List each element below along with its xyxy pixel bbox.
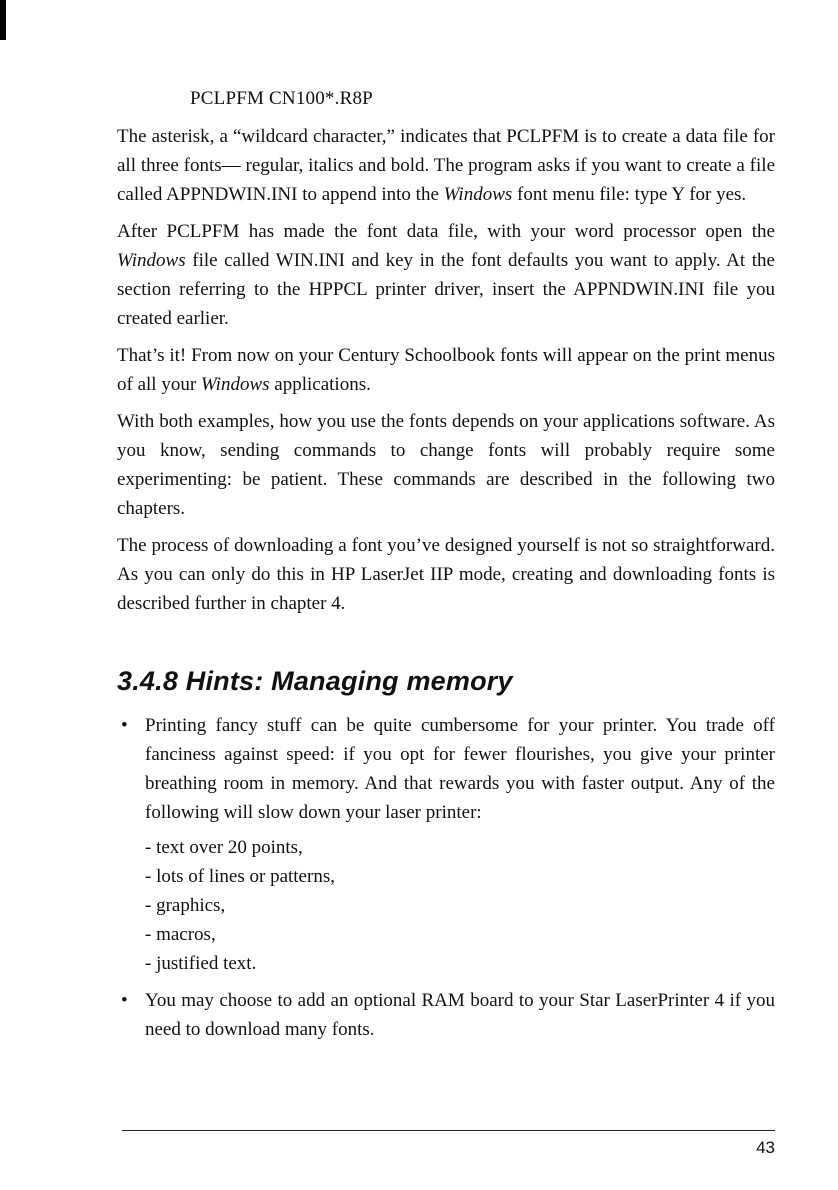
command-line: PCLPFM CN100*.R8P (190, 88, 373, 109)
list-item (117, 986, 775, 1044)
footer-rule (122, 1130, 775, 1131)
paragraph-thats-it-start: That’s it! From now on your Century Schoolbook fonts will appear on the print menus of all your (117, 345, 775, 395)
bullet-icon: • (121, 990, 128, 1011)
page-number: 43 (756, 1138, 775, 1157)
paragraph-thats-it-end: applications. (269, 374, 371, 395)
slowdown-list (145, 833, 775, 978)
paragraph-wildcard-end: font menu file: type Y for yes. (512, 184, 747, 205)
windows-italic: Windows (200, 374, 270, 395)
list-item: - graphics, (145, 895, 226, 916)
scan-edge-mark (0, 0, 6, 40)
paragraph-wildcard (117, 122, 775, 209)
list-item: - lots of lines or patterns, (145, 866, 335, 887)
list-item: - macros, (145, 924, 216, 945)
list-item: - justified text. (145, 953, 257, 974)
windows-italic: Windows (117, 250, 186, 271)
paragraph-examples: With both examples, how you use the fonts depends on your applications software. As you know, sending commands to change fonts will probably require some experimenting: be patient. These commands are described in the following two chapters. (117, 411, 775, 519)
paragraph-win-ini-end: file called WIN.INI and key in the font defaults you want to apply. At the section referring to the HPPCL printer driver, insert the APPNDWIN.INI file you created earlier. (117, 250, 775, 329)
hints-list (117, 711, 775, 1052)
list-item (117, 711, 775, 978)
list-item: - text over 20 points, (145, 837, 303, 858)
paragraph-downloading: The process of downloading a font you’ve designed yourself is not so straightforward. As you can only do this in HP LaserJet IIP mode, creating and downloading fonts is described further in chapter 4. (117, 535, 775, 614)
paragraph-win-ini-start: After PCLPFM has made the font data file, with your word processor open the (117, 221, 775, 242)
bullet-text: You may choose to add an optional RAM board to your Star LaserPrinter 4 if you need to download many fonts. (145, 990, 775, 1040)
windows-italic: Windows (443, 184, 513, 205)
section-heading: 3.4.8 Hints: Managing memory (117, 666, 513, 696)
body-text (117, 122, 775, 626)
paragraph-thats-it (117, 341, 775, 399)
bullet-text: Printing fancy stuff can be quite cumbersome for your printer. You trade off fanciness against speed: if you opt for fewer flourishes, you give your printer breathing room in memory. And that rewards you with faster output. Any of the following will slow down your laser printer: (145, 715, 775, 823)
paragraph-wildcard-text: The asterisk, a “wildcard character,” indicates that PCLPFM is to create a data file for all three fonts— regular, italics and bold. The program asks if you want to create a file called APPNDWIN.INI to append into the (117, 126, 775, 205)
bullet-icon: • (121, 715, 128, 736)
paragraph-win-ini (117, 217, 775, 333)
